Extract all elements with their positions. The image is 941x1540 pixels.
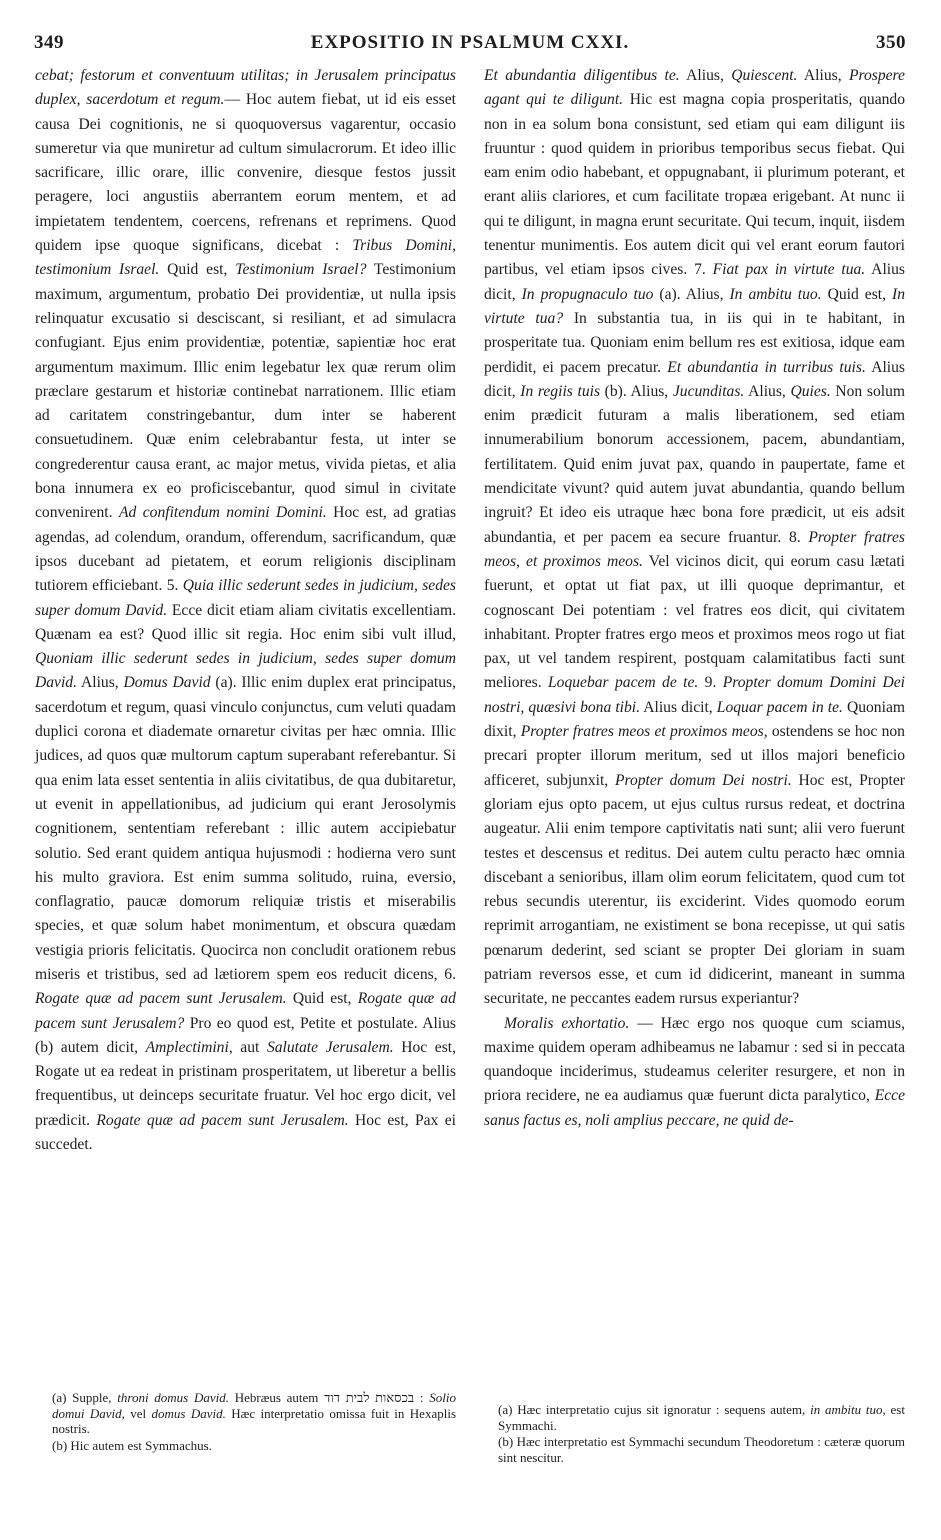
italic-text-run: Moralis exhortatio. [504, 1014, 630, 1032]
italic-text-run: Prospere agant qui te diligunt. [484, 67, 905, 109]
text-run: — Hæc ergo nos quoque cum sciamus, maxime quidem operam adhibeamus ne labamur : sed si in peccata quandoque inciderimus, studeamus celeriter resurgere, et non in priora recidere, ne ea audiamus quæ fuerunt dicta paralytico, [484, 1014, 905, 1105]
text-run: Quid est, [821, 285, 892, 303]
italic-text-run: cebat; festorum et conventuum utilitas; in Jerusalem principatus duplex, sacerdotum et regum. [35, 67, 456, 109]
paragraph [484, 64, 905, 1012]
text-run: Alius dicit, [484, 358, 905, 400]
italic-text-run: Amplectimini [145, 1038, 229, 1056]
italic-text-run: Tribus Domini, testimonium Israel. [35, 237, 456, 279]
footnote [52, 1438, 456, 1454]
italic-text-run: In propugnaculo tuo [521, 285, 654, 303]
text-run: ostendens se hoc non precari propter illorum meritum, sed ut illos majori beneficio afficeret, subjunxit, [484, 723, 905, 789]
footnote [498, 1402, 905, 1433]
text-run: Hoc est, Rogate ut ea redeat in pristinam prosperitatem, ut liberetur a bellis frequentibus, ut deinceps securitate fruatur. Vel hoc ergo dicit, vel prædicit. [35, 1038, 456, 1129]
italic-text-run: Propter domum Dei nostri. [614, 771, 792, 789]
italic-text-run: in ambitu tuo [810, 1402, 883, 1417]
italic-text-run: Fiat pax in virtute tua. [712, 261, 866, 279]
text-run: (b). Alius, [600, 382, 673, 400]
running-header [34, 32, 906, 60]
text-run: Pro eo quod est, Petite et postulate. Alius (b) autem dicit, [35, 1014, 456, 1056]
page-number-left: 349 [34, 32, 64, 53]
text-run: In substantia tua, in iis qui in te habitant, in prosperitate tua. Quoniam enim bellum res est exitiosa, idque eam perdidit, ei pacem precatur. [484, 309, 905, 376]
page-number-right: 350 [876, 32, 906, 53]
italic-text-run: Loquar pacem in te. [716, 698, 843, 716]
text-run: Alius, [77, 674, 124, 692]
text-run: Quid est, [159, 261, 236, 279]
italic-text-run: Testimonium Israel? [235, 261, 367, 279]
italic-text-run: Propter fratres meos et proximos meos, [520, 723, 768, 741]
text-run: Hæc interpretatio omissa fuit in Hexaplis nostris. [52, 1405, 457, 1436]
text-run: Quid est, [286, 990, 358, 1008]
text-run: Hic est magna copia prosperitatis, quando non in ea solum bona consistunt, sed etiam qui eam diligunt iis fruuntur : quod quidem in prioribus temporibus secus fiebat. Qui eam enim odio habebant, et oppugnabant, ii plurimum poterant, et erant aliis clariores, et cum facilitate tropæa erigebant. At nunc ii qui te diligunt, in magna erunt securitate. Qui tecum, inquit, iisdem tenentur munimentis. Eos autem dicit qui vel erant eorum fautori partibus, vel etiam ipsos cives. 7. [484, 91, 906, 279]
text-run: Hoc est, Pax ei succedet. [35, 1111, 456, 1154]
footnotes-right [498, 1402, 905, 1466]
text-run: Quoniam dixit, [484, 698, 905, 741]
italic-text-run: Rogate quæ ad pacem sunt Jerusalem? [35, 990, 456, 1032]
text-run: Testimonium maximum, argumentum, probatio Dei providentiæ, ut nulla ipsis relinquatur excusatio si desciscant, si resiliant, et ad simulacra confugiant. Ejus enim providentiæ, potentiæ, sapientiæ hoc erat argumentum maximum. Illic enim legebatur lex quæ rerum olim præclare gestarum et historiæ continebat narrationem. Illic etiam ad caritatem constringebantur, dum inter se haberent consuetudinem. Quæ enim celebrabantur festa, ut inter se congrederentur causa erant, ac major metus, vivida pietas, et alia bona innumera ex eo proficiscebantur, quod simul in civitate convenirent. [35, 261, 457, 522]
text-run: (a). Alius, [653, 285, 730, 303]
text-run: , est Symmachi. [498, 1402, 905, 1433]
italic-text-run: throni domus David. [117, 1390, 229, 1405]
italic-text-run: In regiis tuis [520, 382, 601, 400]
text-run: (b) Hæc interpretatio est Symmachi secundum Theodoretum : cæteræ quorum sint nescitur. [498, 1434, 905, 1465]
italic-text-run: Loquebar pacem de te. [547, 674, 699, 692]
footnotes-left [52, 1390, 456, 1454]
italic-text-run: Salutate Jerusalem. [266, 1038, 394, 1056]
text-run: Alius, [797, 67, 849, 84]
text-run: Alius dicit, [640, 698, 717, 716]
italic-text-run: In ambitu tuo. [729, 285, 822, 303]
italic-text-run: Et abundantia in turribus tuis. [667, 358, 866, 376]
italic-text-run: Quies. [790, 382, 831, 400]
text-run: Alius dicit, [484, 261, 905, 303]
text-run: (b) Hic autem est Symmachus. [52, 1437, 212, 1453]
running-title: EXPOSITIO IN PSALMUM CXXI. [310, 32, 630, 53]
italic-text-run: Quiescent. [731, 67, 798, 84]
left-text-column [35, 64, 456, 1157]
text-run: Hoc est, ad gratias agendas, ad colendum, orandum, offerendum, sacrificandum, quæ ipsos ducebant ad pietatem, et eorum religionis disciplinam tutiorem efficiebant. 5. [35, 504, 457, 595]
text-run: Hebræus autem בכסאות לבית דוד : [228, 1390, 430, 1405]
italic-text-run: Solio domui David [52, 1390, 457, 1421]
italic-text-run: domus David. [151, 1405, 226, 1421]
text-run: , aut [228, 1038, 267, 1056]
paragraph [35, 64, 456, 1157]
text-run: Vel vicinos dicit, qui eorum casu lætati fuerunt, et optat ut fiat pax, ut illi quoque deprimantur, et cognoscant Dei potentiam : vel fratres eos dicit, qui civitatem inhabitant. Propter fratres ergo meos et proximos meos rogo ut fiat pax, ut vel tandem respirent, postquam calamitatibus facti sunt meliores. [484, 552, 906, 692]
italic-text-run: Domus David [123, 674, 211, 692]
paragraph [484, 1012, 905, 1133]
italic-text-run: Jucunditas. [672, 382, 745, 400]
italic-text-run: Quoniam illic sederunt sedes in judicium, sedes super domum David. [35, 650, 456, 692]
italic-text-run: Rogate quæ ad pacem sunt Jerusalem. [35, 990, 287, 1008]
text-run: Non solum enim prædicit futuram a malis liberationem, sed etiam innumerabilium bonorum accessionem, pacem, abundantiam, fertilitatem. Quid enim juvat pax, quando in paupertate, fame et mendicitate vivunt? quid autem juvat abundantia, quando bellum ingruit? Et ideo eis utraque hæc bona fore prædicit, ut eis adsit abundantia, et per pacem ea secure fruantur. 8. [484, 382, 905, 546]
text-run: Alius, [744, 382, 791, 400]
text-run: , vel [121, 1405, 152, 1421]
text-run: (a). Illic enim duplex erat principatus, sacerdotum et regum, quasi vinculo conjunctus, cum veluti quadam duplici corona et diademate ornaretur civitas per hæc omnia. Illic judices, ad quos quæ multorum captum superabant referebantur. Si qua enim lata esset sententia in aliis civitatibus, de qua dubitaretur, ut evenit in appellationibus, ad judicium qui erant Jerosolymis cognitionem, sententiam referebant : illic autem accipiebatur solutio. Sed erant quidem antiqua hujusmodi : hodierna vero sunt his multo graviora. Est enim summa solitudo, ruina, eversio, conflagratio, paucæ domorum reliquiæ tristis et miserabilis species, et quæ solum habet monimentum, et obscura quædam vestigia prioris felicitatis. Quocirca non concludit orationem rebus miseris et tristibus, sed ad lætiorem spem eos reducit dicens, 6. [35, 674, 456, 983]
italic-text-run: Ad confitendum nomini Domini. [118, 504, 327, 522]
footnote [52, 1390, 456, 1437]
footnote [498, 1434, 905, 1465]
text-run: Hoc est, Propter gloriam ejus opto pacem, ut ejus cultus rursus redeat, et doctrina augeatur. Alii enim tempore captivitatis nati sunt; alii vero fuerunt testes et descensus et reditus. Dei autem cultu peracto hæc omnia discebant a senioribus, illam olim eorum felicitatem, quod cum tot rebus secundis uterentur, iis exciderint. Vides quomodo eorum reprimit arrogantiam, ne existiment se bona recepisse, ut qui satis pœnarum dederint, sed sciant se propter Dei gloriam in suam patriam reversos esse, et cum id didicerint, maneant in summa securitate, ne peccantes eadem rursus experiantur? [484, 771, 906, 1008]
italic-text-run: In virtute tua? [484, 285, 905, 327]
text-run: (a) Hæc interpretatio cujus sit ignoratur : sequens autem, [498, 1402, 811, 1417]
italic-text-run: Quia illic sederunt sedes in judicium, sedes super domum David. [35, 577, 456, 619]
italic-text-run: Propter fratres meos, et proximos meos. [484, 528, 905, 570]
italic-text-run: Et abundantia diligentibus te. [484, 67, 680, 84]
italic-text-run: Ecce sanus factus es, noli amplius peccare, ne quid de- [484, 1087, 905, 1129]
text-run: 9. [698, 674, 723, 692]
text-run: — Hoc autem fiebat, ut id eis esset causa Dei cognitionis, ne si quoquoversus vagarentur, occasio sumeretur via que muniretur ad cultum simulacrorum. Et ideo illic sacrificare, illic orare, illic convenire, diesque festos jussit peragere, loci angustiis aberrantem eorum mentem, et ad impietatem tendentem, coercens, refrenans et reprimens. Quod quidem ipse quoque significans, dicebat : [35, 91, 456, 255]
text-run: Ecce dicit etiam aliam civitatis excellentiam. Quænam ea est? Quod illic sit regia. Hoc enim sibi vult illud, [35, 601, 456, 643]
text-run: Alius, [679, 67, 732, 84]
right-text-column [484, 64, 905, 1133]
italic-text-run: Propter domum Domini Dei nostri, quæsivi bona tibi. [484, 674, 905, 716]
text-run: (a) Supple, [52, 1390, 118, 1405]
italic-text-run: Rogate quæ ad pacem sunt Jerusalem. [96, 1111, 349, 1129]
